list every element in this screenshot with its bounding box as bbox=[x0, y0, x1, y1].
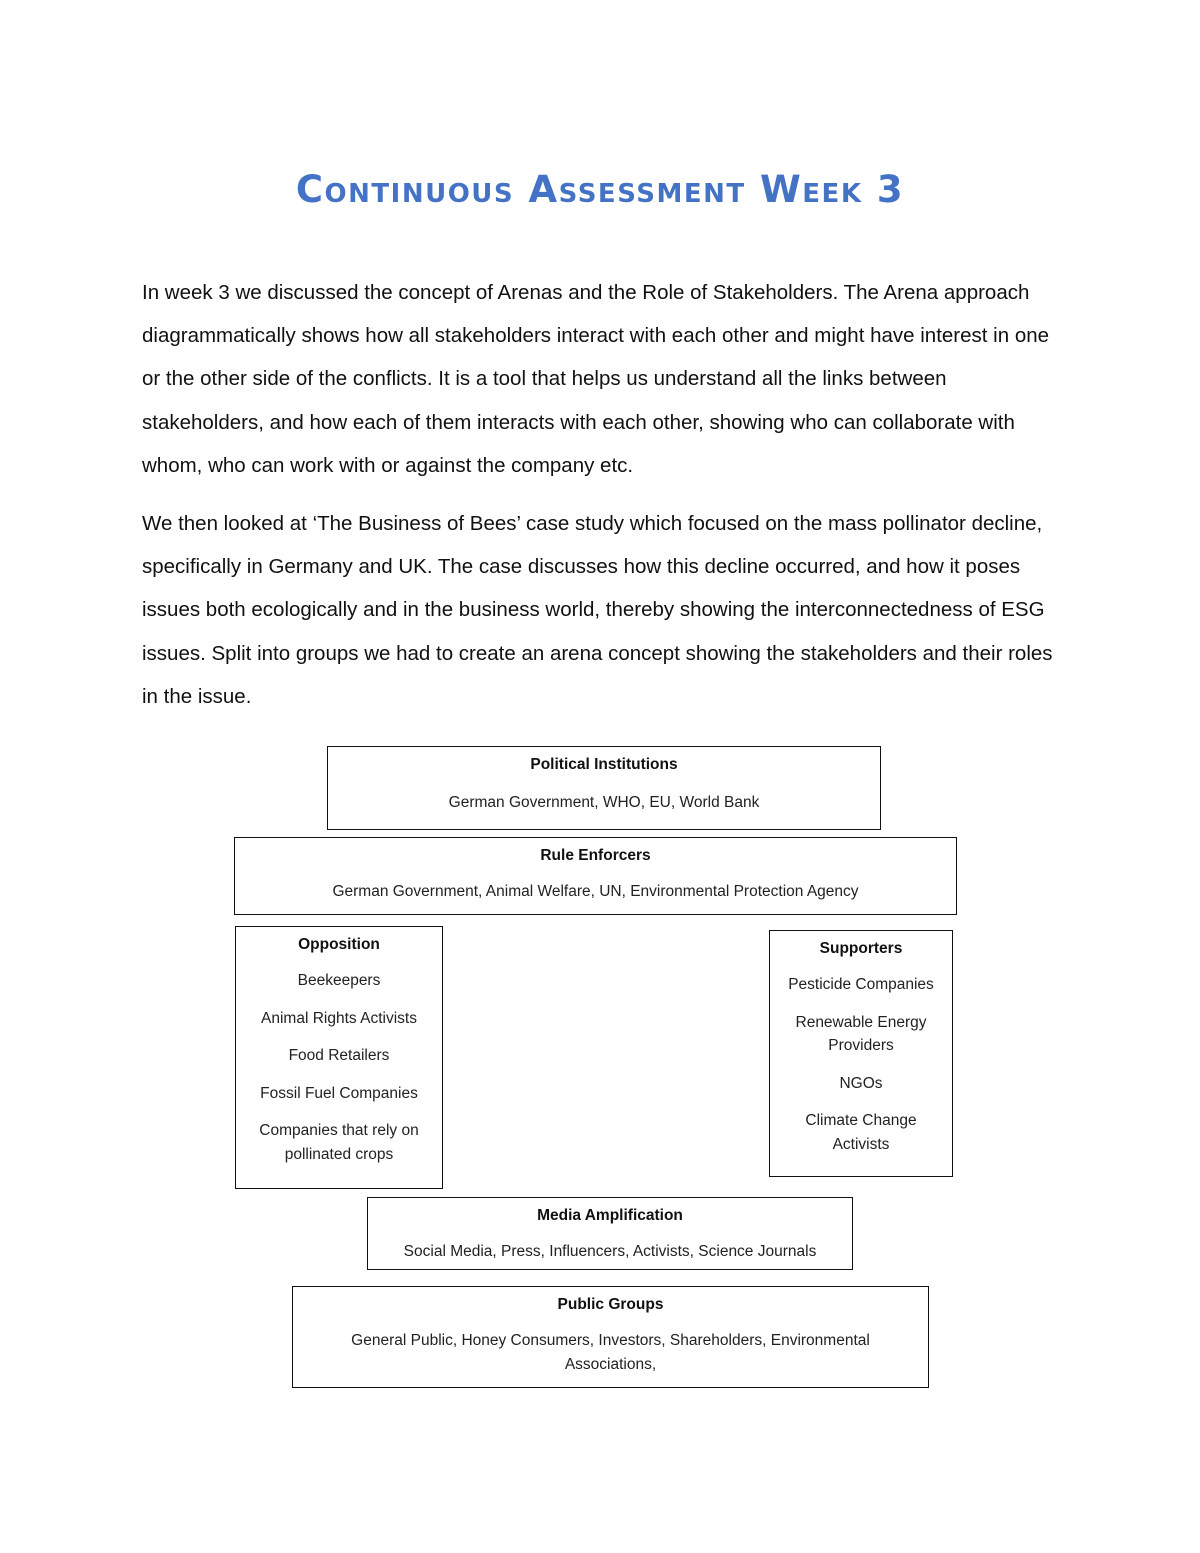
case-study-paragraph: We then looked at ‘The Business of Bees’ case study which focused on the mass pollinator decline, specifically in Germany and UK. The case discusses how this decline occurred, and how it poses issues both ecologically and in the business world, thereby showing the interconnectedness of ESG issues. Split into groups we had to create an arena concept showing the stakeholders and their roles in the issue. bbox=[142, 512, 1053, 708]
political-institutions-heading: Political Institutions bbox=[530, 756, 678, 773]
rule-enforcers-box bbox=[234, 837, 957, 915]
opposition-item: Fossil Fuel Companies bbox=[260, 1084, 418, 1102]
political-institutions-box bbox=[327, 746, 881, 830]
intro-paragraph: In week 3 we discussed the concept of Arenas and the Role of Stakeholders. The Arena approach diagrammatically shows how all stakeholders interact with each other and might have interest in one or the other side of the conflicts. It is a tool that helps us understand all the links between stakeholders, and how each of them interacts with each other, showing who can collaborate with whom, who can work with or against the company etc. bbox=[142, 281, 1050, 477]
media-amplification-heading: Media Amplification bbox=[537, 1207, 683, 1224]
media-amplification-text: Social Media, Press, Influencers, Activists, Science Journals bbox=[403, 1243, 817, 1260]
supporters-item: Pesticide Companies bbox=[788, 976, 934, 993]
opposition-heading: Opposition bbox=[298, 936, 380, 953]
rule-enforcers-text: German Government, Animal Welfare, UN, Environmental Protection Agency bbox=[332, 883, 859, 900]
media-amplification-box bbox=[367, 1197, 853, 1270]
page-title: Continuous Assessment Week 3 bbox=[295, 168, 905, 211]
supporters-box bbox=[769, 930, 953, 1177]
public-groups-box bbox=[292, 1286, 929, 1388]
opposition-item: Food Retailers bbox=[288, 1047, 390, 1064]
supporters-item: NGOs bbox=[839, 1074, 883, 1092]
opposition-box bbox=[235, 926, 443, 1189]
supporters-heading: Supporters bbox=[819, 940, 903, 957]
public-groups-heading: Public Groups bbox=[557, 1296, 664, 1313]
opposition-item: Companies that rely on pollinated crops bbox=[259, 1122, 419, 1163]
rule-enforcers-heading: Rule Enforcers bbox=[540, 847, 651, 864]
supporters-item: Renewable Energy Providers bbox=[795, 1013, 927, 1054]
supporters-item: Climate Change Activists bbox=[805, 1112, 917, 1153]
public-groups-text: General Public, Honey Consumers, Investors, Shareholders, Environmental Associations, bbox=[351, 1332, 870, 1373]
opposition-item: Animal Rights Activists bbox=[261, 1009, 417, 1027]
opposition-item: Beekeepers bbox=[297, 972, 381, 989]
political-institutions-text: German Government, WHO, EU, World Bank bbox=[448, 794, 760, 811]
